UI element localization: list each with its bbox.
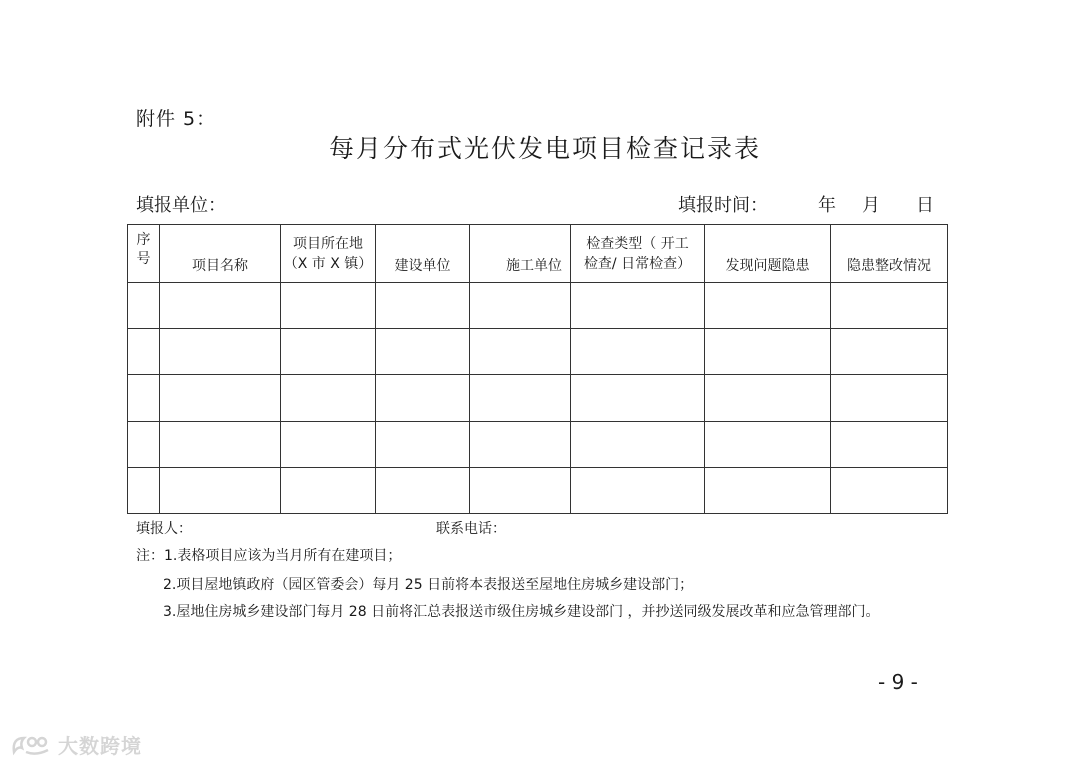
table-cell[interactable] [376, 375, 470, 421]
table-row [128, 375, 948, 421]
header-builder: 建设单位 [376, 225, 470, 283]
table-header-row [128, 225, 948, 283]
watermark-text: 大数跨境 [58, 734, 142, 758]
month-label: 月 [862, 195, 880, 216]
table-cell[interactable] [470, 375, 571, 421]
watermark-logo-icon [10, 732, 54, 758]
watermark [10, 730, 142, 759]
page-number: - 9 - [878, 670, 918, 694]
contact-phone-label: 联系电话： [436, 521, 506, 537]
header-seq [128, 225, 160, 283]
table-cell[interactable] [705, 375, 831, 421]
header-constructor: 施工单位 [470, 225, 571, 283]
table-row [128, 421, 948, 467]
header-type-line1: 检查类型（ 开工 [586, 235, 689, 252]
header-hazards: 发现问题隐患 [705, 225, 831, 283]
table-cell[interactable] [376, 283, 470, 329]
header-seq-line2: 号 [136, 251, 151, 267]
table-cell[interactable] [160, 375, 281, 421]
table-cell[interactable] [281, 329, 376, 375]
note-3: 3.屋地住房城乡建设部门每月 28 日前将汇总表报送市级住房城乡建设部门 ，并抄送同级发展改革和应急管理部门。 [163, 604, 880, 620]
table-cell[interactable] [705, 283, 831, 329]
table-cell[interactable] [160, 283, 281, 329]
table-cell[interactable] [831, 467, 948, 513]
table-cell[interactable] [281, 283, 376, 329]
table-cell[interactable] [571, 467, 705, 513]
inspection-record-table [127, 224, 948, 514]
table-cell[interactable] [571, 421, 705, 467]
table-cell[interactable] [470, 329, 571, 375]
header-type-line2: 检查/ 日常检查） [583, 255, 692, 272]
table-cell[interactable] [705, 421, 831, 467]
table-cell[interactable] [281, 375, 376, 421]
table-cell[interactable] [470, 421, 571, 467]
table-cell[interactable] [571, 375, 705, 421]
header-location-line1: 项目所在地 [293, 235, 363, 252]
note-2: 2.项目屋地镇政府（园区管委会）每月 25 日前将本表报送至屋地住房城乡建设部门； [163, 577, 694, 593]
table-cell[interactable] [571, 329, 705, 375]
table-cell[interactable] [128, 329, 160, 375]
note-1: 注：1.表格项目应该为当月所有在建项目； [136, 548, 402, 564]
filler-label: 填报人： [136, 521, 192, 537]
table-cell[interactable] [705, 329, 831, 375]
reporting-unit-label: 填报单位： [136, 195, 226, 216]
header-location-line2: （X 市 X 镇） [283, 255, 373, 272]
table-cell[interactable] [128, 421, 160, 467]
table-cell[interactable] [128, 375, 160, 421]
reporting-time-label: 填报时间： [678, 195, 768, 216]
attachment-label: 附件 5： [136, 108, 217, 130]
table-cell[interactable] [831, 329, 948, 375]
table-row [128, 467, 948, 513]
table-cell[interactable] [281, 421, 376, 467]
header-seq-line1: 序 [136, 232, 151, 248]
header-location [281, 225, 376, 283]
table-cell[interactable] [831, 283, 948, 329]
table-cell[interactable] [376, 329, 470, 375]
table-cell[interactable] [160, 329, 281, 375]
table-cell[interactable] [160, 421, 281, 467]
header-project-name: 项目名称 [160, 225, 281, 283]
table-row [128, 329, 948, 375]
table-cell[interactable] [571, 283, 705, 329]
header-rectification: 隐患整改情况 [831, 225, 948, 283]
header-inspection-type [571, 225, 705, 283]
document-title: 每月分布式光伏发电项目检查记录表 [328, 134, 761, 163]
table-cell[interactable] [831, 421, 948, 467]
table-cell[interactable] [128, 467, 160, 513]
table-cell[interactable] [376, 421, 470, 467]
table-cell[interactable] [160, 467, 281, 513]
table-cell[interactable] [470, 467, 571, 513]
day-label: 日 [916, 195, 934, 216]
table-cell[interactable] [831, 375, 948, 421]
table-cell[interactable] [470, 283, 571, 329]
table-cell[interactable] [128, 283, 160, 329]
table-row [128, 283, 948, 329]
table-cell[interactable] [281, 467, 376, 513]
year-label: 年 [818, 195, 836, 216]
table-cell[interactable] [376, 467, 470, 513]
table-cell[interactable] [705, 467, 831, 513]
